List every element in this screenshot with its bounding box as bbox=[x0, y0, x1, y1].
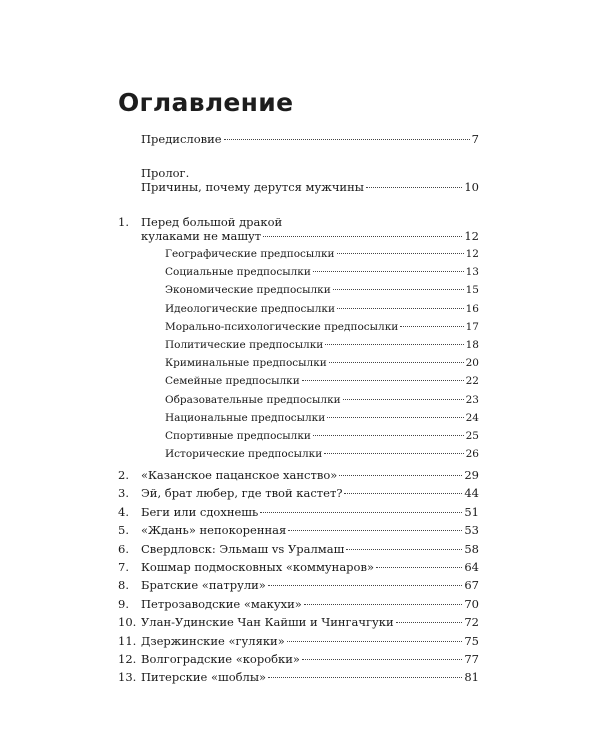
page-number: 10 bbox=[464, 180, 479, 194]
page-number: 18 bbox=[465, 339, 479, 351]
entry-number: 8. bbox=[118, 578, 129, 593]
entry-title: Экономические предпосылки bbox=[165, 284, 331, 297]
page-number: 25 bbox=[465, 430, 479, 442]
entry-title: Беги или сдохнешь bbox=[141, 504, 259, 519]
toc-entry-chapter[interactable] bbox=[118, 486, 479, 501]
toc-subentry[interactable] bbox=[165, 429, 479, 443]
entry-title: кулаками не машут bbox=[141, 229, 262, 243]
entry-title: Социальные предпосылки bbox=[165, 266, 311, 279]
toc-entry-chapter[interactable] bbox=[118, 523, 479, 538]
page-number: 70 bbox=[464, 596, 479, 611]
entry-number: 1. bbox=[118, 215, 129, 229]
page-number: 81 bbox=[464, 670, 479, 685]
dot-leader bbox=[268, 677, 462, 678]
entry-title: Кошмар подмосковных «коммунаров» bbox=[141, 560, 374, 574]
page-number: 75 bbox=[464, 633, 479, 648]
entry-title: Дзержинские «гуляки» bbox=[141, 633, 285, 648]
dot-leader bbox=[302, 659, 462, 660]
page-number: 72 bbox=[464, 615, 479, 630]
dot-leader bbox=[325, 344, 463, 345]
entry-title: Семейные предпосылки bbox=[165, 375, 300, 388]
dot-leader bbox=[287, 641, 463, 642]
entry-title: Исторические предпосылки bbox=[165, 448, 323, 461]
entry-number: 4. bbox=[118, 504, 129, 519]
page-number: 22 bbox=[465, 375, 479, 388]
entry-number: 12. bbox=[118, 652, 137, 666]
page-number: 29 bbox=[464, 468, 479, 482]
entry-title: Причины, почему дерутся мужчины bbox=[141, 180, 364, 194]
dot-leader bbox=[302, 380, 464, 381]
page-number: 64 bbox=[464, 560, 479, 574]
dot-leader bbox=[333, 289, 464, 290]
entry-title: Криминальные предпосылки bbox=[165, 357, 327, 370]
toc-entry-chapter-1[interactable] bbox=[141, 229, 479, 243]
toc-subentry[interactable] bbox=[165, 356, 479, 370]
dot-leader bbox=[396, 622, 463, 623]
dot-leader bbox=[344, 493, 462, 494]
toc-entry-prologue[interactable] bbox=[141, 180, 479, 194]
dot-leader bbox=[263, 236, 462, 237]
entry-number: 13. bbox=[118, 670, 137, 685]
entry-title: Волгоградские «коробки» bbox=[141, 652, 300, 666]
toc-subentry[interactable] bbox=[165, 393, 479, 407]
toc-entry-chapter[interactable] bbox=[118, 670, 479, 685]
toc-entry-preface[interactable] bbox=[141, 132, 479, 146]
toc-subentry[interactable] bbox=[165, 338, 479, 352]
page-number: 15 bbox=[465, 284, 479, 297]
dot-leader bbox=[313, 271, 464, 272]
chapter1-line1: Перед большой дракой bbox=[141, 215, 283, 229]
entry-title: Спортивные предпосылки bbox=[165, 430, 311, 442]
dot-leader bbox=[224, 139, 470, 140]
toc-subentry[interactable] bbox=[165, 447, 479, 461]
entry-title: Предисловие bbox=[141, 132, 222, 146]
dot-leader bbox=[313, 435, 464, 436]
dot-leader bbox=[304, 604, 463, 605]
entry-number: 3. bbox=[118, 486, 129, 501]
page-number: 58 bbox=[464, 541, 479, 556]
entry-title: Политические предпосылки bbox=[165, 339, 324, 351]
dot-leader bbox=[337, 308, 464, 309]
entry-number: 11. bbox=[118, 633, 137, 648]
toc-subentry[interactable] bbox=[165, 302, 479, 316]
entry-title: Братские «патрули» bbox=[141, 578, 266, 593]
dot-leader bbox=[400, 326, 463, 327]
entry-title: Морально-психологические предпосылки bbox=[165, 320, 399, 333]
dot-leader bbox=[339, 475, 462, 476]
toc-entry-chapter[interactable] bbox=[118, 652, 479, 666]
page-number: 53 bbox=[464, 523, 479, 538]
dot-leader bbox=[366, 187, 462, 188]
page-number: 24 bbox=[465, 411, 479, 424]
entry-title: Эй, брат любер, где твой кастет? bbox=[141, 486, 343, 501]
dot-leader bbox=[337, 253, 464, 254]
toc-entry-chapter[interactable] bbox=[118, 615, 479, 630]
page-number: 20 bbox=[465, 357, 479, 370]
page-number: 12 bbox=[464, 229, 479, 243]
entry-title: Петрозаводские «макухи» bbox=[141, 596, 302, 611]
toc-subentry[interactable] bbox=[165, 411, 479, 425]
entry-number: 7. bbox=[118, 560, 129, 574]
page-number: 23 bbox=[465, 393, 479, 406]
entry-title: Питерские «шоблы» bbox=[141, 670, 267, 685]
toc-subentry[interactable] bbox=[165, 265, 479, 279]
dot-leader bbox=[268, 585, 463, 586]
toc-subentry[interactable] bbox=[165, 283, 479, 297]
page-number: 12 bbox=[465, 248, 479, 260]
dot-leader bbox=[376, 567, 462, 568]
dot-leader bbox=[343, 399, 464, 400]
toc-entry-chapter[interactable] bbox=[118, 541, 479, 556]
entry-number: 6. bbox=[118, 541, 129, 556]
toc-entry-chapter[interactable] bbox=[118, 596, 479, 611]
page-number: 16 bbox=[465, 302, 479, 315]
page-number: 17 bbox=[465, 320, 479, 333]
dot-leader bbox=[324, 453, 463, 454]
entry-title: Идеологические предпосылки bbox=[165, 302, 335, 315]
toc-entry-chapter[interactable] bbox=[118, 468, 479, 482]
toc-subentry[interactable] bbox=[165, 374, 479, 388]
page-number: 51 bbox=[464, 504, 479, 519]
dot-leader bbox=[329, 362, 464, 363]
toc-entry-chapter[interactable] bbox=[118, 633, 479, 648]
entry-title: «Казанское пацанское ханство» bbox=[141, 468, 338, 482]
page-number: 26 bbox=[465, 448, 479, 461]
entry-title: Свердловск: Эльмаш vs Уралмаш bbox=[141, 541, 345, 556]
page-number: 7 bbox=[471, 132, 479, 146]
entry-title: «Ждань» непокоренная bbox=[141, 523, 287, 538]
prologue-label: Пролог. bbox=[141, 166, 190, 180]
toc-subentry[interactable] bbox=[165, 320, 479, 334]
page-number: 44 bbox=[464, 486, 479, 501]
page-title: Оглавление bbox=[118, 88, 294, 117]
entry-number: 5. bbox=[118, 523, 129, 538]
dot-leader bbox=[288, 530, 462, 531]
toc-entry-chapter[interactable] bbox=[118, 504, 479, 519]
page-number: 67 bbox=[464, 578, 479, 593]
entry-number: 2. bbox=[118, 468, 129, 482]
entry-title: Географические предпосылки bbox=[165, 248, 335, 260]
dot-leader bbox=[327, 417, 463, 418]
entry-number: 10. bbox=[118, 615, 137, 630]
entry-number: 9. bbox=[118, 596, 129, 611]
page-number: 13 bbox=[465, 266, 479, 279]
entry-title: Образовательные предпосылки bbox=[165, 393, 341, 406]
dot-leader bbox=[260, 512, 462, 513]
toc-entry-chapter[interactable] bbox=[118, 560, 479, 574]
toc-entry-chapter[interactable] bbox=[118, 578, 479, 593]
entry-title: Национальные предпосылки bbox=[165, 411, 326, 424]
dot-leader bbox=[346, 549, 462, 550]
entry-title: Улан-Удинские Чан Кайши и Чингачгуки bbox=[141, 615, 394, 630]
toc-subentry[interactable] bbox=[165, 247, 479, 261]
page-number: 77 bbox=[464, 652, 479, 666]
